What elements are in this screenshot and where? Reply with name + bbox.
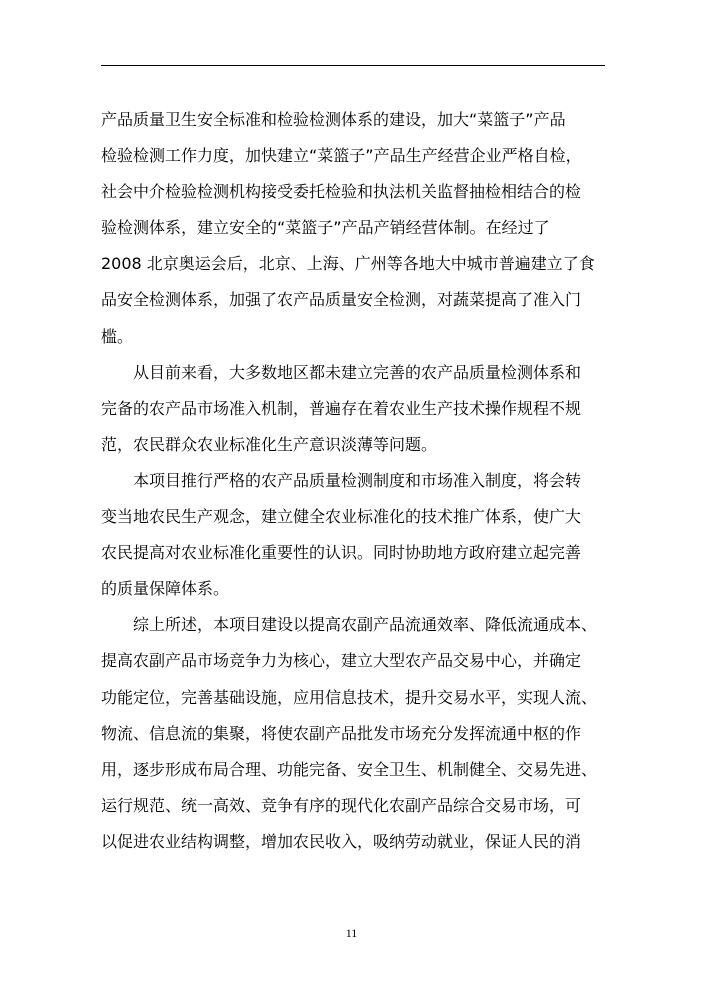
- text-line: 完备的农产品市场准入机制，普遍存在着农业生产技术操作规程不规: [101, 398, 582, 418]
- paragraph-3: [101, 463, 607, 607]
- text-line: 检验检测工作力度，加快建立“菜篮子”产品生产经营企业严格自检，: [101, 146, 582, 166]
- paragraph-4: [101, 607, 607, 860]
- header-rule: [101, 65, 605, 66]
- text-line: 提高农副产品市场竞争力为核心，建立大型农产品交易中心，并确定: [101, 651, 582, 671]
- text-line: 验检测体系，建立安全的“菜篮子”产品产销经营体制。在经过了: [101, 218, 550, 238]
- text-line: 功能定位，完善基础设施，应用信息技术，提升交易水平，实现人流、: [101, 687, 598, 707]
- paragraph-1: [101, 102, 607, 355]
- text-line: 产品质量卫生安全标准和检验检测体系的建设，加大“菜篮子”产品: [101, 110, 566, 129]
- text-line: 品安全检测体系，加强了农产品质量安全检测，对蔬菜提高了准入门: [101, 290, 582, 310]
- text-line: 的质量保障体系。: [101, 579, 230, 599]
- text-line: 用，逐步形成布局合理、功能完备、安全卫生、机制健全、交易先进、: [101, 759, 598, 779]
- body-text: [101, 102, 607, 860]
- text-line: 范，农民群众农业标准化生产意识淡薄等问题。: [101, 434, 438, 454]
- text-line: 以促进农业结构调整，增加农民收入，吸纳劳动就业，保证人民的消: [101, 831, 582, 851]
- text-line: 运行规范、统一高效、竞争有序的现代化农副产品综合交易市场，可: [101, 795, 582, 815]
- page-number: 11: [345, 926, 358, 940]
- text-line: 农民提高对农业标准化重要性的认识。同时协助地方政府建立起完善: [101, 543, 582, 563]
- text-line: 变当地农民生产观念，建立健全农业标准化的技术推广体系，使广大: [101, 507, 582, 527]
- text-line: 槛。: [101, 326, 134, 346]
- text-line: 从目前来看，大多数地区都未建立完善的农产品质量检测体系和: [101, 362, 582, 382]
- text-line: 物流、信息流的集聚，将使农副产品批发市场充分发挥流通中枢的作: [101, 723, 582, 743]
- text-line: 社会中介检验检测机构接受委托检验和执法机关监督抽检相结合的检: [101, 182, 582, 202]
- text-line: 综上所述，本项目建设以提高农副产品流通效率、降低流通成本、: [101, 615, 598, 635]
- text-line: 2008 北京奥运会后，北京、上海、广州等各地大中城市普遍建立了食: [101, 254, 595, 274]
- text-line: 本项目推行严格的农产品质量检测制度和市场准入制度，将会转: [101, 470, 582, 490]
- paragraph-2: [101, 355, 607, 463]
